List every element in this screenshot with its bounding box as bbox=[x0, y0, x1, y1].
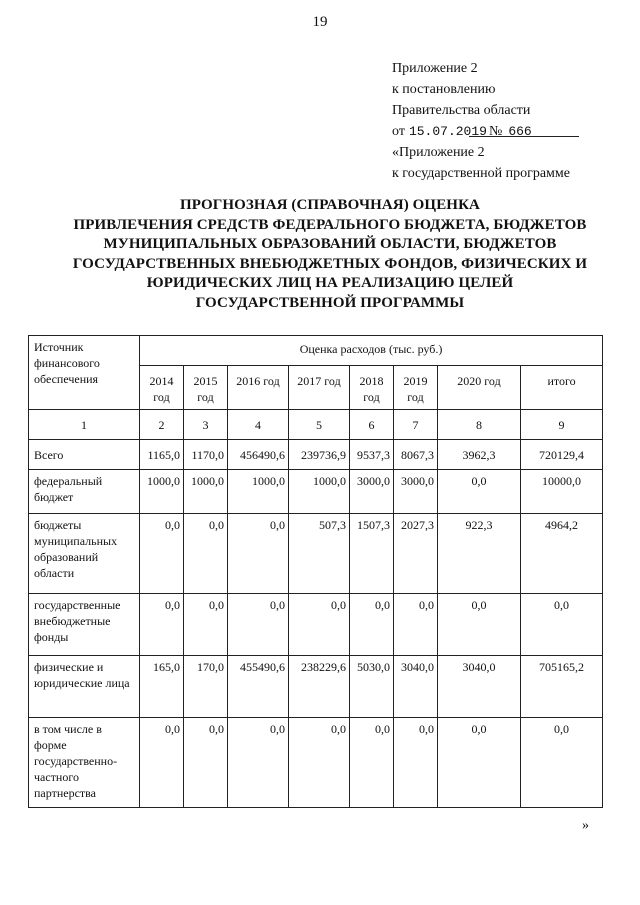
year-header: 2014 год bbox=[140, 366, 184, 410]
cell-value: 0,0 bbox=[394, 718, 438, 808]
title-line: ПРИВЛЕЧЕНИЯ СРЕДСТВ ФЕДЕРАЛЬНОГО БЮДЖЕТА, БЮДЖЕТОВ bbox=[73, 216, 587, 233]
appendix-date: 15.07.2019 bbox=[408, 124, 487, 139]
cell-value: 456490,6 bbox=[228, 440, 289, 470]
row-label: федеральный бюджет bbox=[29, 470, 140, 514]
title-line: ЮРИДИЧЕСКИХ ЛИЦ НА РЕАЛИЗАЦИЮ ЦЕЛЕЙ bbox=[146, 275, 514, 291]
cell-value: 238229,6 bbox=[289, 656, 350, 718]
year-header: 2019 год bbox=[394, 366, 438, 410]
cell-value: 4964,2 bbox=[521, 514, 603, 594]
table-row bbox=[29, 440, 603, 470]
document-title bbox=[40, 196, 620, 313]
cell-value: 0,0 bbox=[184, 514, 228, 594]
cell-value: 0,0 bbox=[289, 594, 350, 656]
row-label: Всего bbox=[29, 440, 140, 470]
title-line: ПРОГНОЗНАЯ (СПРАВОЧНАЯ) ОЦЕНКА bbox=[180, 197, 480, 213]
cell-value: 0,0 bbox=[184, 718, 228, 808]
number-sign: № bbox=[488, 124, 503, 139]
cell-value: 9537,3 bbox=[350, 440, 394, 470]
cell-value: 1165,0 bbox=[140, 440, 184, 470]
cell-value: 165,0 bbox=[140, 656, 184, 718]
column-index: 1 bbox=[29, 410, 140, 440]
cell-value: 720129,4 bbox=[521, 440, 603, 470]
cell-value: 0,0 bbox=[438, 594, 521, 656]
cell-value: 5030,0 bbox=[350, 656, 394, 718]
column-index-row bbox=[29, 410, 603, 440]
page-number: 19 bbox=[312, 14, 328, 30]
total-header: итого bbox=[521, 366, 603, 410]
year-header: 2018 год bbox=[350, 366, 394, 410]
source-header: Источник финансового обеспечения bbox=[29, 336, 140, 410]
row-label: государственные внебюджетные фонды bbox=[29, 594, 140, 656]
cell-value: 0,0 bbox=[438, 470, 521, 514]
cell-value: 0,0 bbox=[228, 718, 289, 808]
cell-value: 705165,2 bbox=[521, 656, 603, 718]
cell-value: 2027,3 bbox=[394, 514, 438, 594]
column-index: 5 bbox=[289, 410, 350, 440]
appendix-line: «Приложение 2 bbox=[392, 145, 485, 160]
cell-value: 0,0 bbox=[140, 514, 184, 594]
cell-value: 170,0 bbox=[184, 656, 228, 718]
cell-value: 0,0 bbox=[521, 594, 603, 656]
cell-value: 1000,0 bbox=[228, 470, 289, 514]
column-index: 4 bbox=[228, 410, 289, 440]
table-row bbox=[29, 594, 603, 656]
row-label: в том числе в форме государственно-частного партнерства bbox=[29, 718, 140, 808]
table-row bbox=[29, 656, 603, 718]
cell-value: 239736,9 bbox=[289, 440, 350, 470]
year-header: 2017 год bbox=[289, 366, 350, 410]
cell-value: 0,0 bbox=[228, 594, 289, 656]
cell-value: 3962,3 bbox=[438, 440, 521, 470]
cell-value: 1000,0 bbox=[289, 470, 350, 514]
appendix-number: 666 bbox=[508, 124, 532, 139]
cell-value: 0,0 bbox=[350, 718, 394, 808]
row-label: физические и юридические лица bbox=[29, 656, 140, 718]
cell-value: 455490,6 bbox=[228, 656, 289, 718]
funding-table bbox=[28, 335, 603, 808]
title-line: ГОСУДАРСТВЕННЫХ ВНЕБЮДЖЕТНЫХ ФОНДОВ, ФИЗИЧЕСКИХ И bbox=[72, 255, 588, 272]
cell-value: 0,0 bbox=[140, 718, 184, 808]
column-index: 6 bbox=[350, 410, 394, 440]
appendix-date-line bbox=[392, 121, 570, 142]
cell-value: 0,0 bbox=[228, 514, 289, 594]
row-label: бюджеты муниципальных образований области bbox=[29, 514, 140, 594]
appendix-block bbox=[392, 58, 570, 184]
appendix-line: к государственной программе bbox=[392, 166, 570, 181]
table-row bbox=[29, 718, 603, 808]
cell-value: 3000,0 bbox=[350, 470, 394, 514]
closing-quote: » bbox=[582, 818, 589, 833]
column-index: 7 bbox=[394, 410, 438, 440]
cell-value: 3000,0 bbox=[394, 470, 438, 514]
cell-value: 3040,0 bbox=[438, 656, 521, 718]
cell-value: 0,0 bbox=[289, 718, 350, 808]
cell-value: 0,0 bbox=[184, 594, 228, 656]
cell-value: 1170,0 bbox=[184, 440, 228, 470]
cell-value: 0,0 bbox=[350, 594, 394, 656]
date-underline bbox=[469, 136, 579, 137]
expense-group-header: Оценка расходов (тыс. руб.) bbox=[140, 336, 603, 366]
cell-value: 0,0 bbox=[438, 718, 521, 808]
column-index: 9 bbox=[521, 410, 603, 440]
year-header: 2020 год bbox=[438, 366, 521, 410]
cell-value: 0,0 bbox=[140, 594, 184, 656]
year-header: 2016 год bbox=[228, 366, 289, 410]
cell-value: 3040,0 bbox=[394, 656, 438, 718]
cell-value: 922,3 bbox=[438, 514, 521, 594]
cell-value: 0,0 bbox=[521, 718, 603, 808]
table-row bbox=[29, 514, 603, 594]
cell-value: 1507,3 bbox=[350, 514, 394, 594]
date-prefix: от bbox=[392, 124, 405, 139]
appendix-line: Правительства области bbox=[392, 103, 531, 118]
title-line: МУНИЦИПАЛЬНЫХ ОБРАЗОВАНИЙ ОБЛАСТИ, БЮДЖЕТОВ bbox=[103, 236, 557, 252]
appendix-line: Приложение 2 bbox=[392, 61, 478, 76]
column-index: 8 bbox=[438, 410, 521, 440]
year-header: 2015 год bbox=[184, 366, 228, 410]
cell-value: 0,0 bbox=[394, 594, 438, 656]
cell-value: 507,3 bbox=[289, 514, 350, 594]
cell-value: 1000,0 bbox=[184, 470, 228, 514]
table-row bbox=[29, 470, 603, 514]
column-index: 3 bbox=[184, 410, 228, 440]
column-index: 2 bbox=[140, 410, 184, 440]
cell-value: 8067,3 bbox=[394, 440, 438, 470]
appendix-line: к постановлению bbox=[392, 82, 496, 97]
cell-value: 10000,0 bbox=[521, 470, 603, 514]
cell-value: 1000,0 bbox=[140, 470, 184, 514]
title-line: ГОСУДАРСТВЕННОЙ ПРОГРАММЫ bbox=[195, 294, 465, 311]
